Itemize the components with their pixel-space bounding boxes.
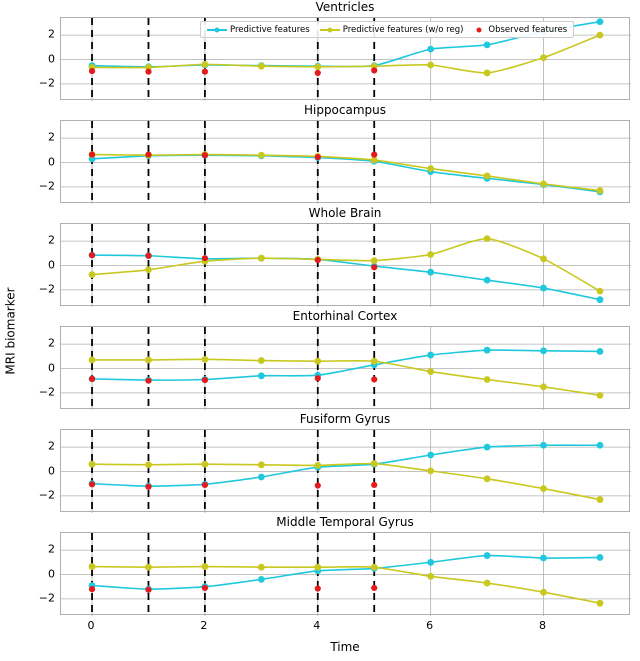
series-line: [92, 359, 600, 395]
series-marker: [202, 461, 209, 468]
chart-panel: [38, 103, 630, 203]
series-marker: [540, 442, 547, 449]
legend-item: [320, 25, 464, 35]
series-marker: [202, 356, 209, 363]
series-marker: [540, 180, 547, 187]
series-line: [92, 255, 600, 300]
series-marker: [314, 358, 321, 365]
series-marker: [484, 235, 491, 242]
chart-panel: [38, 309, 630, 409]
series-marker: [484, 552, 491, 559]
legend-swatch-icon: [473, 27, 485, 33]
panel-title: Whole Brain: [308, 206, 382, 220]
series-marker: [145, 357, 152, 364]
series-marker: [89, 357, 96, 364]
series-marker: [89, 151, 95, 157]
x-tick-label: 4: [313, 619, 321, 632]
series-marker: [145, 484, 151, 490]
series-marker: [597, 187, 604, 194]
plot-area: [60, 326, 630, 409]
series-line: [92, 155, 600, 192]
series-marker: [315, 375, 321, 381]
legend-marker-icon: [327, 27, 332, 32]
x-tick-label: 2: [200, 619, 208, 632]
series-marker: [145, 564, 152, 571]
series-line: [92, 35, 600, 73]
series-marker: [427, 559, 434, 566]
series-marker: [258, 255, 265, 262]
y-tick-label: 2: [48, 233, 55, 247]
series-marker: [258, 152, 265, 159]
series-marker: [145, 69, 151, 75]
series-marker: [145, 587, 151, 593]
y-tick-label: 2: [48, 542, 55, 556]
x-tick-label: 0: [87, 619, 95, 632]
series-marker: [484, 173, 491, 180]
series-marker: [427, 62, 434, 69]
series-marker: [540, 347, 547, 354]
legend-label: Predictive features: [230, 24, 310, 35]
series-marker: [315, 154, 321, 160]
legend-marker-icon: [215, 27, 220, 32]
series-marker: [484, 580, 491, 587]
chart-panel: [38, 0, 630, 100]
legend-marker-icon: [477, 27, 482, 32]
series-marker: [258, 357, 265, 364]
series-line: [92, 556, 600, 590]
series-marker: [89, 68, 95, 74]
series-marker: [315, 70, 321, 76]
series-marker: [597, 392, 604, 399]
series-marker: [314, 63, 321, 70]
series-marker: [540, 54, 547, 61]
series-marker: [202, 69, 208, 75]
series-marker: [371, 460, 378, 467]
series-marker: [89, 461, 96, 468]
series-marker: [540, 383, 547, 390]
series-line: [92, 350, 600, 380]
series-marker: [89, 563, 96, 570]
series-marker: [597, 288, 604, 295]
series-marker: [315, 585, 321, 591]
y-tick-label: 2: [48, 439, 55, 453]
series-layer: [61, 224, 631, 307]
series-marker: [371, 358, 378, 365]
series-marker: [315, 257, 321, 263]
series-marker: [540, 485, 547, 492]
y-tick-label: 0: [48, 567, 55, 580]
series-marker: [314, 564, 321, 571]
series-line: [92, 155, 600, 191]
chart-panel: [38, 515, 630, 632]
series-marker: [427, 573, 434, 580]
series-marker: [371, 585, 377, 591]
series-marker: [597, 348, 604, 355]
legend-label: Observed features: [488, 24, 568, 35]
plot-area: [60, 120, 630, 203]
series-marker: [145, 151, 151, 157]
chart-panel: [38, 206, 630, 306]
series-marker: [427, 46, 434, 53]
x-axis-title: Time: [330, 640, 360, 654]
series-layer: [61, 533, 631, 616]
series-marker: [258, 461, 265, 468]
series-marker: [540, 255, 547, 262]
x-tick-label: 6: [426, 619, 434, 632]
y-tick-label: −2: [38, 179, 55, 193]
series-marker: [427, 165, 434, 172]
series-marker: [371, 257, 378, 264]
series-marker: [202, 152, 208, 158]
panel-title: Entorhinal Cortex: [292, 309, 398, 323]
series-marker: [145, 461, 152, 468]
y-tick-label: −2: [38, 385, 55, 399]
series-marker: [89, 586, 95, 592]
series-marker: [258, 576, 265, 583]
series-marker: [540, 589, 547, 596]
series-marker: [427, 269, 434, 276]
series-marker: [258, 564, 265, 571]
series-marker: [427, 368, 434, 375]
series-marker: [145, 378, 151, 384]
legend-item: [207, 25, 310, 35]
series-marker: [484, 376, 491, 383]
y-tick-label: 0: [48, 52, 55, 65]
series-marker: [371, 151, 377, 157]
series-marker: [597, 496, 604, 503]
series-line: [92, 567, 600, 604]
series-marker: [258, 474, 265, 481]
series-marker: [484, 475, 491, 482]
series-marker: [202, 585, 208, 591]
series-layer: [61, 327, 631, 410]
series-marker: [484, 70, 491, 77]
series-marker: [371, 564, 378, 571]
series-marker: [89, 252, 95, 258]
y-tick-label: 2: [48, 27, 55, 41]
x-tick-label: 8: [539, 619, 547, 632]
series-layer: [61, 121, 631, 204]
series-marker: [484, 277, 491, 284]
y-tick-label: −2: [38, 488, 55, 502]
series-line: [92, 239, 600, 291]
legend-swatch-icon: [320, 29, 340, 31]
series-marker: [258, 372, 265, 379]
y-tick-label: 0: [48, 464, 55, 477]
series-marker: [371, 376, 377, 382]
series-marker: [484, 347, 491, 354]
series-marker: [314, 462, 321, 469]
panel-title: Hippocampus: [303, 103, 387, 117]
series-marker: [540, 555, 547, 562]
series-marker: [202, 563, 209, 570]
series-marker: [145, 266, 152, 273]
series-layer: [61, 430, 631, 513]
legend-label: Predictive features (w/o reg): [342, 24, 464, 35]
series-marker: [145, 253, 151, 259]
series-marker: [427, 352, 434, 359]
series-marker: [202, 255, 208, 261]
series-marker: [484, 444, 491, 451]
legend-swatch-icon: [207, 29, 227, 31]
legend-item: [473, 25, 567, 35]
y-tick-label: 0: [48, 258, 55, 271]
plot-area: [60, 429, 630, 512]
y-tick-label: 0: [48, 361, 55, 374]
series-marker: [89, 376, 95, 382]
series-marker: [202, 482, 208, 488]
y-tick-label: 0: [48, 155, 55, 168]
chart-panel: [38, 412, 630, 512]
y-tick-label: 2: [48, 336, 55, 350]
series-marker: [484, 41, 491, 48]
series-marker: [427, 467, 434, 474]
y-tick-label: −2: [38, 282, 55, 296]
series-marker: [540, 285, 547, 292]
legend: [200, 21, 574, 38]
series-line: [92, 445, 600, 486]
series-marker: [89, 271, 96, 278]
series-marker: [315, 482, 321, 488]
series-marker: [371, 157, 378, 164]
panel-title: Middle Temporal Gyrus: [276, 515, 414, 529]
series-marker: [597, 442, 604, 449]
series-marker: [597, 32, 604, 39]
plot-area: [60, 532, 630, 615]
plot-area: [60, 223, 630, 306]
series-marker: [202, 377, 208, 383]
series-marker: [371, 67, 377, 73]
series-marker: [371, 264, 377, 270]
series-marker: [202, 61, 209, 68]
series-marker: [597, 600, 604, 607]
series-marker: [89, 481, 95, 487]
series-marker: [258, 63, 265, 70]
y-tick-label: −2: [38, 76, 55, 90]
series-marker: [597, 296, 604, 303]
y-tick-label: 2: [48, 130, 55, 144]
series-marker: [427, 452, 434, 459]
y-tick-label: −2: [38, 591, 55, 605]
series-line: [92, 463, 600, 499]
series-marker: [427, 251, 434, 258]
panel-title: Ventricles: [315, 0, 375, 14]
series-marker: [597, 18, 604, 25]
y-axis-title: MRI biomarker: [4, 286, 18, 375]
series-marker: [597, 554, 604, 561]
series-marker: [371, 482, 377, 488]
panel-title: Fusiform Gyrus: [299, 412, 391, 426]
